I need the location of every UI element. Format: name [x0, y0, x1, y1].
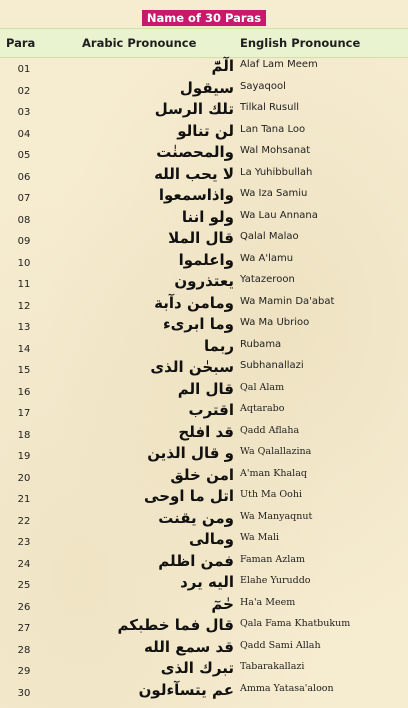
table-row — [0, 639, 408, 661]
column-header-arabic: Arabic Pronounce — [82, 36, 197, 50]
para-number: 16 — [17, 386, 31, 398]
para-number: 14 — [17, 343, 31, 355]
arabic-name: يعتذرون — [174, 272, 234, 290]
arabic-name: ومامن دآبة — [154, 293, 234, 312]
table-row — [0, 58, 408, 80]
table-row — [0, 467, 408, 489]
table-row — [0, 123, 408, 145]
english-pronounce: Uth Ma Oohi — [240, 489, 303, 500]
para-number: 01 — [17, 64, 31, 75]
para-number: 13 — [17, 322, 31, 333]
arabic-name: امن خلق — [170, 465, 234, 484]
para-number: 25 — [17, 580, 31, 591]
english-pronounce: Qadd Aflaha — [240, 424, 300, 436]
para-number: 09 — [17, 236, 31, 247]
table-row — [0, 295, 408, 317]
para-number: 12 — [17, 300, 31, 312]
arabic-name: اقترب — [188, 401, 234, 419]
para-number: 19 — [17, 451, 31, 462]
english-pronounce: Qalal Malao — [240, 231, 299, 242]
english-pronounce: Wa Ma Ubrioo — [240, 317, 310, 328]
para-number: 20 — [17, 472, 31, 484]
table-row — [0, 553, 408, 575]
arabic-name: تلك الرسل — [154, 100, 234, 118]
arabic-name: اليه يرد — [180, 573, 234, 591]
table-row — [0, 617, 408, 639]
english-pronounce: Wa A'lamu — [240, 252, 294, 264]
english-pronounce: Rubama — [240, 338, 282, 350]
english-pronounce: Qal Alam — [240, 381, 285, 393]
table-row — [0, 187, 408, 209]
table-row — [0, 209, 408, 231]
para-number: 26 — [17, 601, 31, 613]
table-row — [0, 510, 408, 532]
table-header — [0, 28, 408, 58]
english-pronounce: La Yuhibbullah — [240, 166, 313, 178]
arabic-name: لن تنالو — [177, 121, 234, 140]
arabic-name: سبحٰن الذى — [150, 358, 234, 376]
arabic-name: قال فما خطبكم — [117, 616, 234, 634]
arabic-name: فمن اظلم — [158, 551, 234, 570]
english-pronounce: Qala Fama Khatbukum — [240, 618, 351, 629]
arabic-name: ولو اننا — [181, 207, 234, 226]
arabic-name: وما ابرىء — [163, 315, 234, 333]
para-number: 08 — [17, 214, 31, 226]
column-header-english: English Pronounce — [240, 36, 361, 50]
para-number: 27 — [17, 623, 31, 634]
arabic-name: قال الم — [177, 379, 234, 398]
english-pronounce: Amma Yatasa'aloon — [240, 682, 334, 694]
arabic-name: و قال الذين — [147, 444, 234, 462]
arabic-name: لا يحب الله — [154, 164, 234, 183]
arabic-name: ربما — [204, 336, 234, 355]
arabic-name: قد افلح — [178, 422, 234, 441]
english-pronounce: Tabarakallazi — [240, 661, 305, 672]
table-row — [0, 381, 408, 403]
table-row — [0, 316, 408, 338]
para-number: 15 — [17, 365, 31, 376]
arabic-name: ومالى — [188, 530, 234, 548]
para-number: 04 — [17, 128, 31, 140]
arabic-name: واعلموا — [178, 250, 234, 269]
english-pronounce: Wa Iza Samiu — [240, 188, 308, 199]
arabic-name: قد سمع الله — [144, 637, 234, 656]
table-row — [0, 682, 408, 704]
english-pronounce: A'man Khalaq — [240, 467, 307, 479]
table-row — [0, 488, 408, 510]
table-row — [0, 101, 408, 123]
para-number: 29 — [17, 666, 31, 677]
para-number: 21 — [17, 494, 31, 505]
table-row — [0, 402, 408, 424]
arabic-name: قال الملا — [168, 229, 234, 247]
english-pronounce: Wa Qalallazina — [240, 446, 312, 457]
table-row — [0, 252, 408, 274]
arabic-name: الٓمّٓ — [211, 57, 234, 75]
para-number: 10 — [17, 257, 31, 269]
arabic-name: عم يتسآءلون — [138, 680, 234, 699]
english-pronounce: Sayaqool — [240, 80, 286, 92]
para-number: 03 — [17, 107, 31, 118]
title-wrap — [0, 7, 408, 26]
english-pronounce: Wa Mamin Da'abat — [240, 295, 335, 307]
para-number: 24 — [17, 558, 31, 570]
table-row — [0, 445, 408, 467]
table-row — [0, 531, 408, 553]
english-pronounce: Lan Tana Loo — [240, 123, 306, 135]
arabic-name: واذاسمعوا — [158, 186, 234, 204]
para-number: 18 — [17, 429, 31, 441]
para-number: 05 — [17, 150, 31, 161]
para-number: 11 — [17, 279, 31, 290]
english-pronounce: Qadd Sami Allah — [240, 639, 321, 651]
english-pronounce: Wa Mali — [240, 532, 280, 543]
table-row — [0, 273, 408, 295]
arabic-name: حٰمٓ — [211, 594, 234, 613]
arabic-name: والمحصنٰت — [156, 143, 234, 161]
table-row — [0, 80, 408, 102]
table-row — [0, 596, 408, 618]
english-pronounce: Yatazeroon — [240, 274, 295, 285]
english-pronounce: Wa Manyaqnut — [240, 510, 313, 522]
para-number: 06 — [17, 171, 31, 183]
para-number: 02 — [17, 85, 31, 97]
table-row — [0, 166, 408, 188]
para-list — [0, 58, 408, 703]
page-title: Name of 30 Paras — [142, 10, 266, 26]
arabic-name: ومن يقنت — [158, 508, 234, 527]
english-pronounce: Ha'a Meem — [240, 596, 296, 608]
english-pronounce: Faman Azlam — [240, 553, 305, 565]
column-header-para: Para — [6, 36, 36, 50]
para-number: 30 — [17, 687, 31, 699]
arabic-name: اتل ما اوحى — [144, 487, 234, 505]
table-row — [0, 230, 408, 252]
english-pronounce: Subhanallazi — [240, 360, 304, 371]
para-number: 28 — [17, 644, 31, 656]
table-row — [0, 144, 408, 166]
table-row — [0, 338, 408, 360]
table-row — [0, 359, 408, 381]
english-pronounce: Elahe Yuruddo — [240, 575, 311, 586]
para-number: 17 — [17, 408, 31, 419]
para-number: 07 — [17, 193, 31, 204]
english-pronounce: Tilkal Rusull — [240, 102, 299, 113]
para-number: 23 — [17, 537, 31, 548]
arabic-name: تبرك الذى — [160, 659, 234, 677]
para-number: 22 — [17, 515, 31, 527]
english-pronounce: Alaf Lam Meem — [240, 59, 318, 70]
english-pronounce: Wal Mohsanat — [240, 145, 311, 156]
table-row — [0, 660, 408, 682]
table-row — [0, 424, 408, 446]
english-pronounce: Wa Lau Annana — [240, 209, 318, 221]
arabic-name: سيقول — [179, 78, 234, 97]
table-row — [0, 574, 408, 596]
english-pronounce: Aqtarabo — [240, 403, 285, 414]
